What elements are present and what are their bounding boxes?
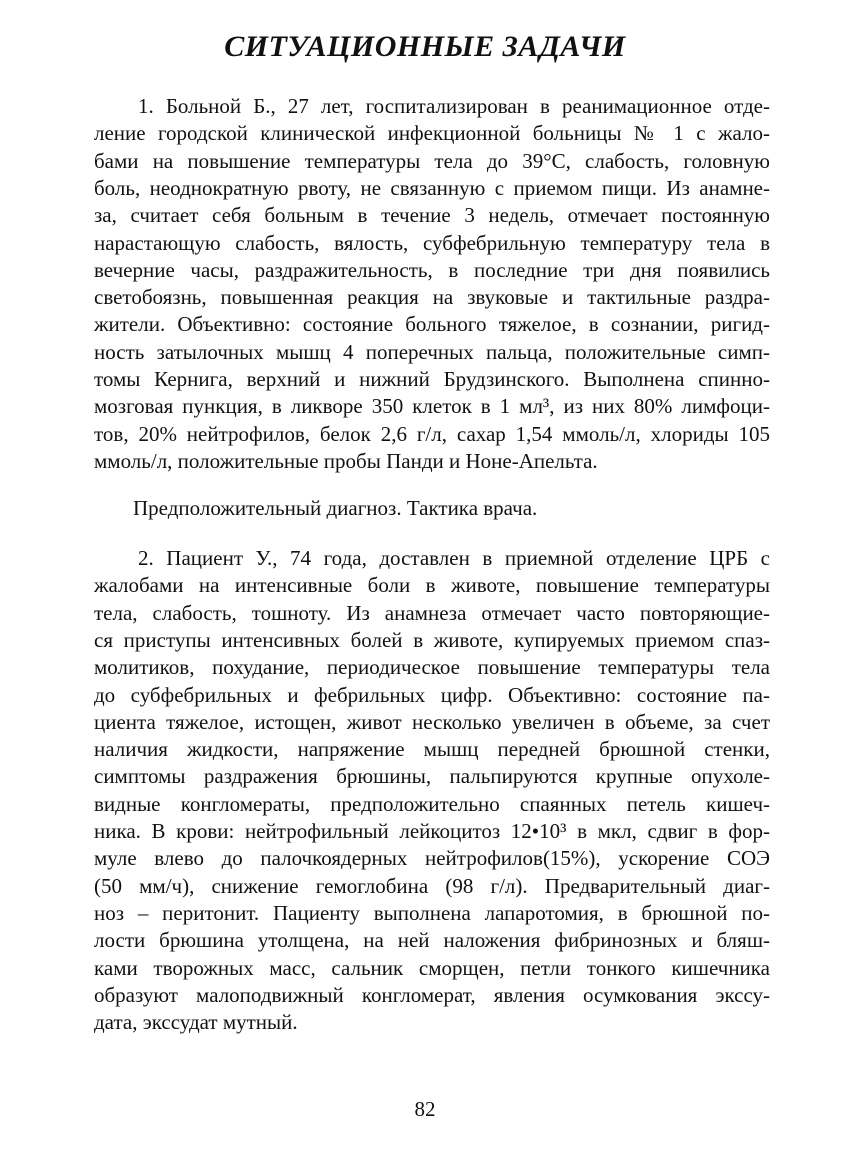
- text-line: светобоязнь, повышенная реакция на звуковые и тактильные раздра-: [94, 285, 770, 310]
- text-line: ность затылочных мышц 4 поперечных пальца, положительные симп-: [94, 339, 770, 364]
- text-line: за, считает себя больным в течение 3 недель, отмечает постоянную: [94, 203, 770, 228]
- text-line: ление городской клинической инфекционной больницы № 1 с жало-: [94, 121, 770, 146]
- task-1-question: Предположительный диагноз. Тактика врача.: [133, 496, 538, 520]
- text-line: до субфебрильных и фебрильных цифр. Объективно: состояние па-: [94, 682, 770, 707]
- text-line: нарастающую слабость, вялость, субфебрильную температуру тела в: [94, 230, 770, 255]
- text-line: тов, 20% нейтрофилов, белок 2,6 г/л, сахар 1,54 ммоль/л, хлориды 105: [94, 421, 770, 446]
- page-title: СИТУАЦИОННЫЕ ЗАДАЧИ: [224, 30, 626, 63]
- text-line: дата, экссудат мутный.: [94, 1010, 298, 1035]
- text-line: мозговая пункция, в ликворе 350 клеток в 1 мл³, из них 80% лимфоци-: [94, 394, 770, 419]
- text-line: циента тяжелое, истощен, живот несколько увеличен в объеме, за счет: [94, 709, 770, 734]
- text-line: наличия жидкости, напряжение мышц передней брюшной стенки,: [94, 737, 770, 762]
- text-line: тела, слабость, тошноту. Из анамнеза отмечает часто повторяющие-: [94, 600, 770, 625]
- text-line: лости брюшина утолщена, на ней наложения фибринозных и бляш-: [94, 928, 770, 953]
- text-line: ками творожных масс, сальник сморщен, петли тонкого кишечника: [94, 955, 770, 980]
- text-line: бами на повышение температуры тела до 39°С, слабость, головную: [94, 148, 770, 173]
- text-line: вечерние часы, раздражительность, в последние три дня появились: [94, 257, 770, 282]
- text-line: боль, неоднократную рвоту, не связанную с приемом пищи. Из анамне-: [94, 175, 770, 200]
- text-line: ммоль/л, положительные пробы Панди и Ноне-Апельта.: [94, 448, 598, 473]
- page-number: 82: [414, 1097, 436, 1121]
- text-line: ноз – перитонит. Пациенту выполнена лапаротомия, в брюшной по-: [94, 900, 770, 925]
- text-line: (50 мм/ч), снижение гемоглобина (98 г/л). Предварительный диаг-: [94, 873, 770, 898]
- text-line: жители. Объективно: состояние больного тяжелое, в сознании, ригид-: [94, 312, 770, 337]
- text-line: видные конгломераты, предположительно спаянных петель кишеч-: [94, 791, 770, 816]
- text-line: муле влево до палочкоядерных нейтрофилов(15%), ускорение СОЭ: [94, 846, 770, 871]
- text-line: жалобами на интенсивные боли в животе, повышение температуры: [94, 573, 770, 598]
- text-line: симптомы раздражения брюшины, пальпируются крупные опухоле-: [94, 764, 770, 789]
- text-line: молитиков, похудание, периодическое повышение температуры тела: [94, 655, 770, 680]
- text-line: ника. В крови: нейтрофильный лейкоцитоз 12•10³ в мкл, сдвиг в фор-: [94, 819, 770, 843]
- text-line: ся приступы интенсивных болей в животе, купируемых приемом спаз-: [94, 627, 770, 652]
- text-line: 2. Пациент У., 74 года, доставлен в приемной отделение ЦРБ с: [138, 546, 770, 570]
- text-line: 1. Больной Б., 27 лет, госпитализирован в реанимационное отде-: [138, 94, 770, 118]
- text-line: томы Кернига, верхний и нижний Брудзинского. Выполнена спинно-: [94, 367, 770, 391]
- text-line: образуют малоподвижный конгломерат, явления осумкования экссу-: [94, 982, 770, 1007]
